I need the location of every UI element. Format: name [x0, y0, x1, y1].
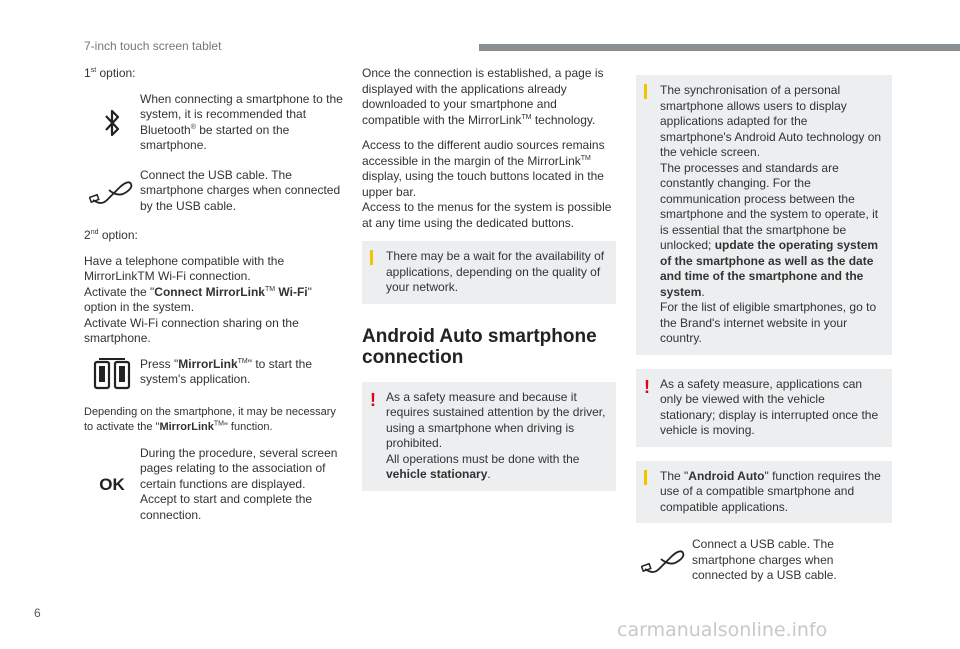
option-1-label: 1st option: [84, 66, 136, 80]
usb-cable-icon [636, 537, 692, 584]
watermark: carmanualsonline.info [617, 619, 828, 641]
mirrorlink-step-text: Press "MirrorLink™" to start the system's application. [140, 356, 313, 386]
connection-established-text: Once the connection is established, a page is displayed with the applications already downloaded to your smartphone and compatible with the MirrorLink™ technology. [362, 66, 604, 127]
bluetooth-step [84, 92, 346, 154]
audio-sources-text: Access to the different audio sources remains accessible in the margin of the MirrorLink™ display, using the touch buttons located in the upper bar. Access to the menus for the system is possible at any time using the dedicated buttons. [362, 138, 612, 230]
wifi-instructions: Have a telephone compatible with the MirrorLinkTM Wi-Fi connection. Activate the "Connect MirrorLink™ Wi-Fi" option in the system. Activate Wi-Fi connection sharing on the smartphone. [84, 253, 312, 345]
usb-step-text: Connect the USB cable. The smartphone charges when connected by the USB cable. [140, 167, 341, 213]
usb-step [84, 168, 346, 215]
info-note-synchronisation: The synchronisation of a personal smartphone allows users to display applications adapted for the smartphone's Android Auto technology on the vehicle screen. The processes and standards are constantly changing. For the communication process between the smartphone and the system to operate, it is essential that the smartphone be unlocked; update the operating system of the smartphone as well as the date and time of the smartphone and the system. For the list of eligible smartphones, go to the Brand's internet website in your country. [636, 75, 892, 355]
usb-cable-icon [84, 168, 140, 215]
header-bar [479, 44, 960, 51]
option-2-label: 2nd option: [84, 228, 138, 242]
column-2 [362, 66, 616, 505]
bluetooth-icon [84, 92, 140, 154]
warning-note-driving: ! As a safety measure and because it requires sustained attention by the driver, using a smartphone when driving is prohibited. All operations must be done with the vehicle stationary. [362, 382, 616, 491]
dependency-note: Depending on the smartphone, it may be necessary to activate the "MirrorLink™" function. [84, 405, 336, 433]
bluetooth-step-text: When connecting a smartphone to the system, it is recommended that Bluetooth® be started on the smartphone. [140, 91, 343, 152]
mirrorlink-step [84, 357, 346, 391]
info-icon [644, 470, 647, 485]
mirrorlink-icon [84, 357, 140, 391]
warning-icon: ! [644, 376, 650, 397]
procedure-step-text: During the procedure, several screen pages relating to the association of certain functions are displayed. Accept to start and complete the connection. [140, 445, 338, 522]
section-heading-android-auto: Android Auto smartphone connection [362, 325, 597, 368]
warning-note-stationary: ! As a safety measure, applications can only be viewed with the vehicle stationary; display is interrupted once the vehicle is moving. [636, 369, 892, 447]
info-note-android-auto: The "Android Auto" function requires the use of a compatible smartphone and compatible applications. [636, 461, 892, 524]
warning-icon: ! [370, 389, 376, 410]
column-3 [636, 75, 892, 598]
usb-step-android-text: Connect a USB cable. The smartphone charges when connected by a USB cable. [692, 537, 837, 582]
column-1 [84, 66, 346, 537]
page-header-title: 7-inch touch screen tablet [84, 39, 222, 53]
info-note-wait: There may be a wait for the availability of applications, depending on the quality of your network. [362, 241, 616, 304]
procedure-step [84, 446, 346, 524]
usb-step-android [636, 537, 892, 584]
info-icon [644, 84, 647, 99]
ok-icon: OK [99, 474, 125, 494]
info-icon [370, 250, 373, 265]
page-number: 6 [34, 606, 41, 620]
